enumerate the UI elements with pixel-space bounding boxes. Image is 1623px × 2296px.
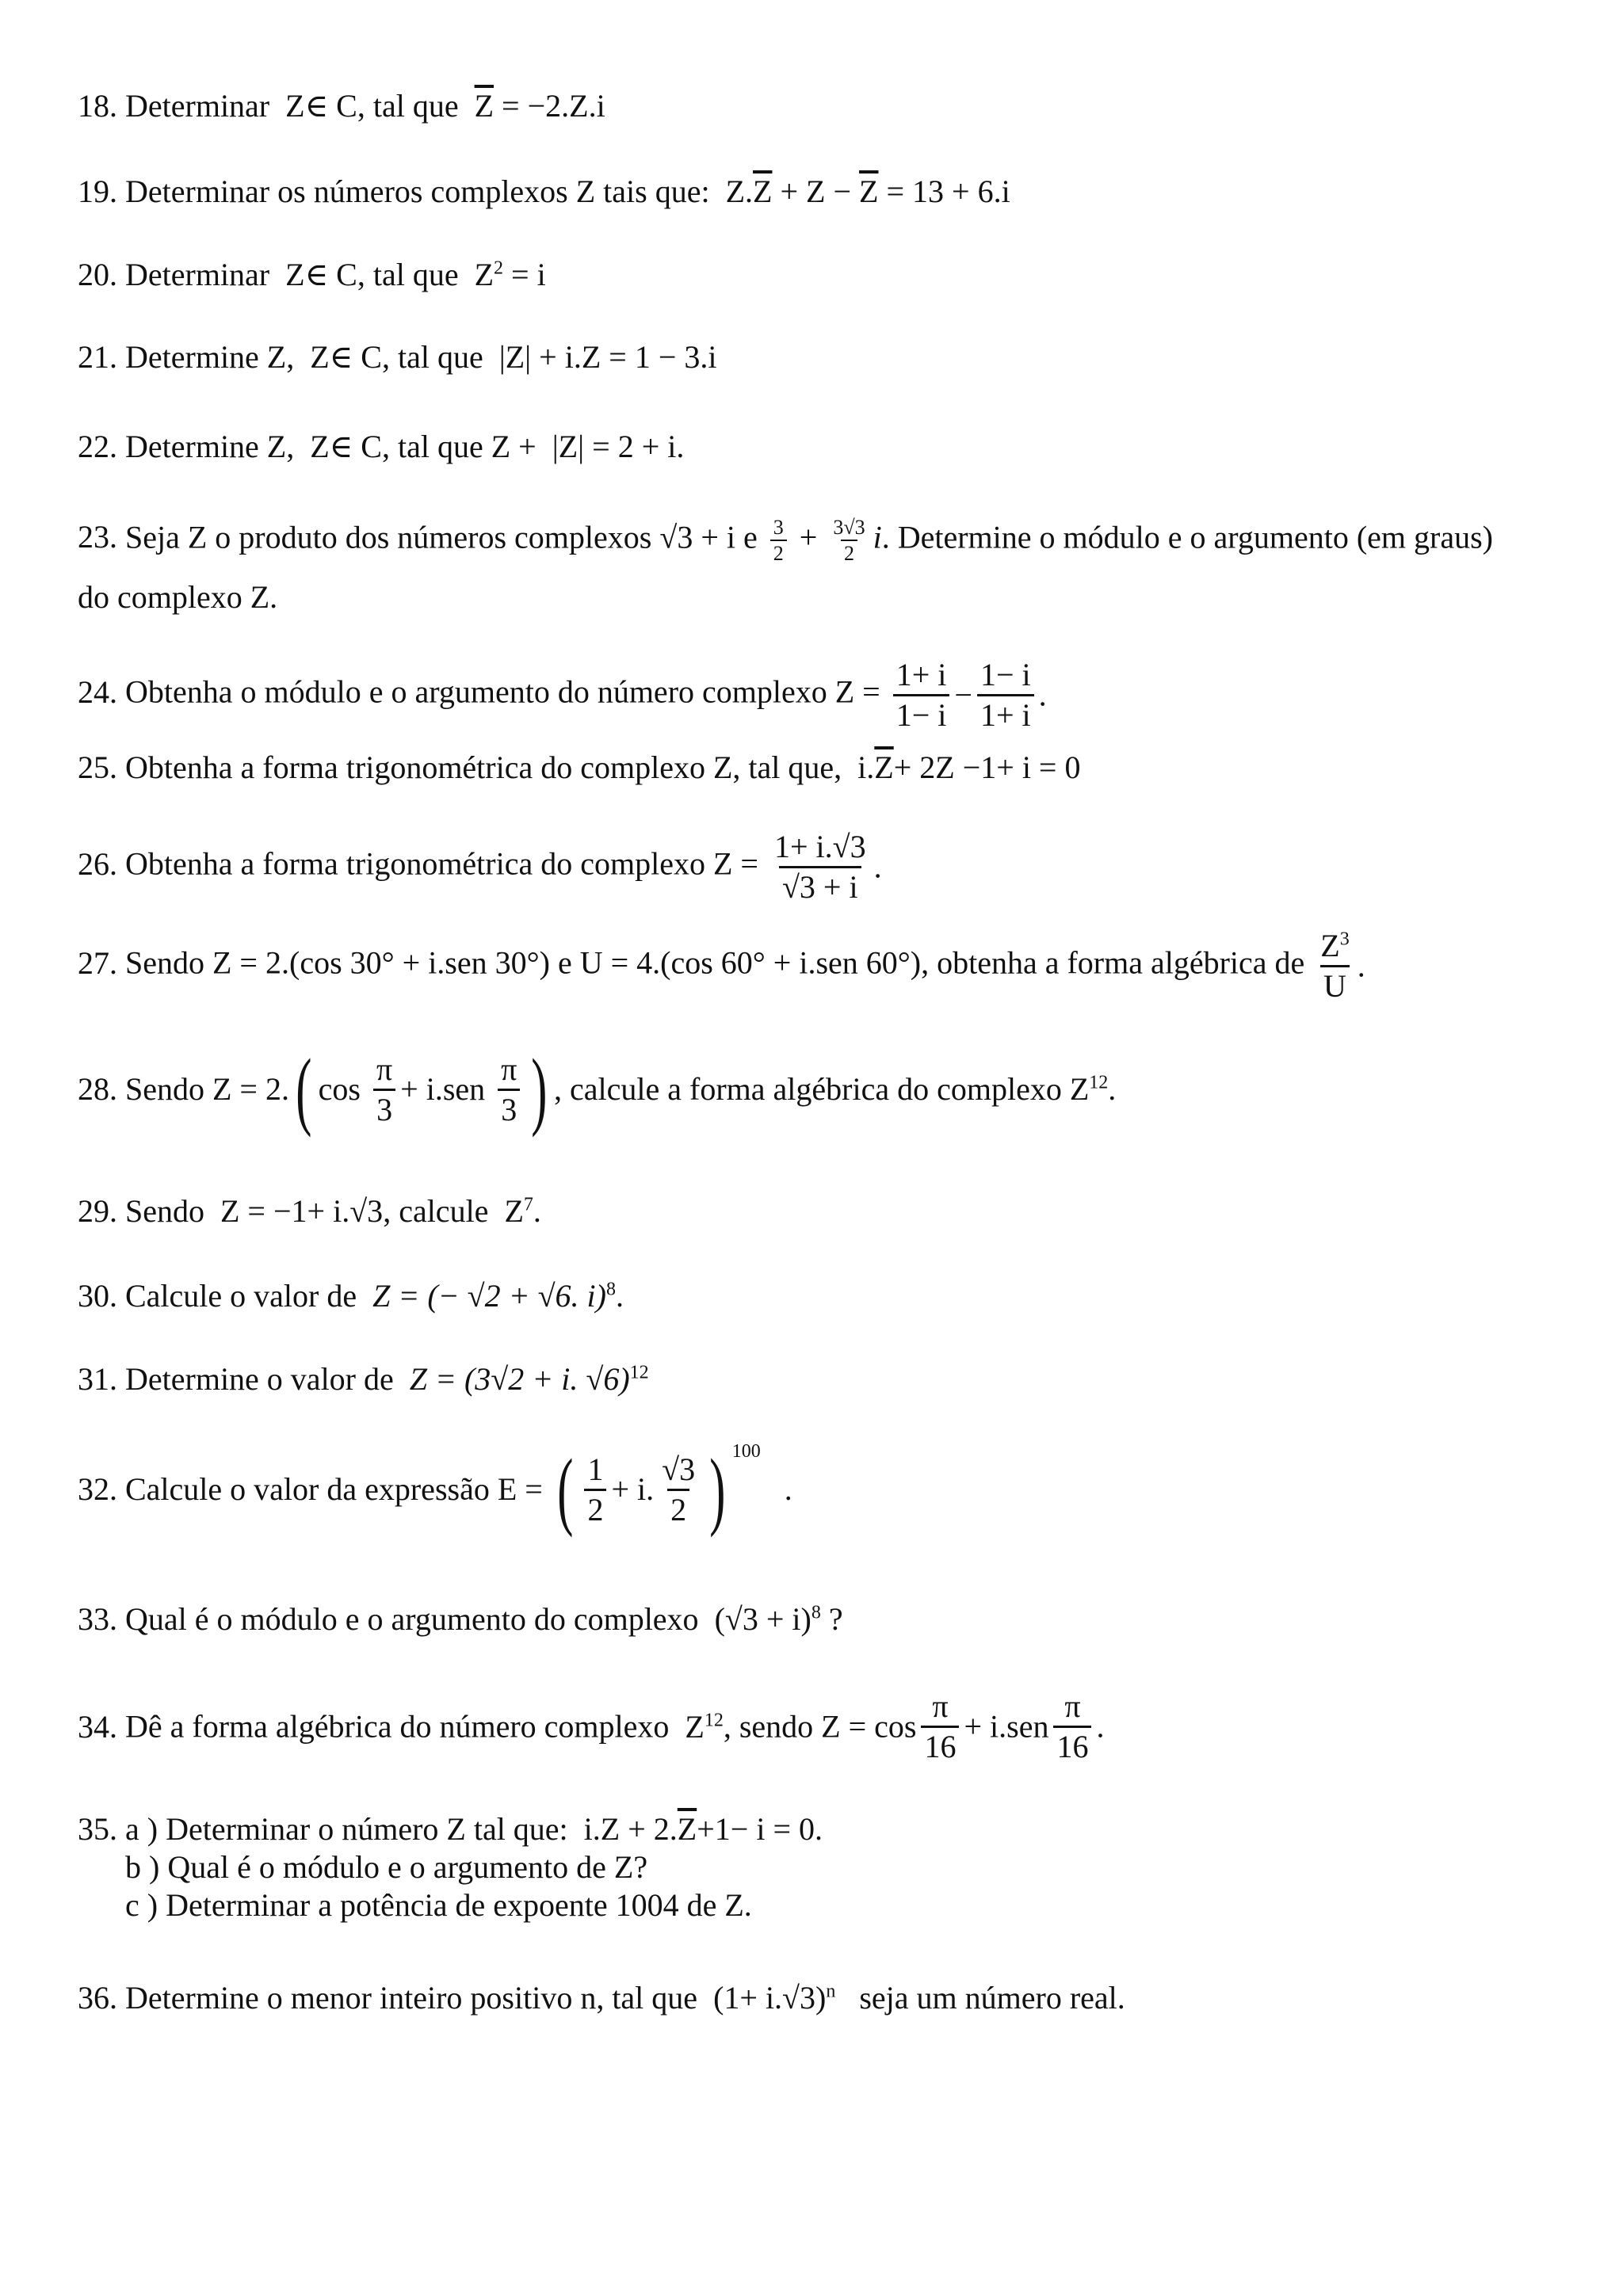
question-29: 29. Sendo Z = −1+ i.√3, calcule $Z^7$. [78,1193,541,1229]
fraction: $\frac{1- i}{1+ i}$ [977,656,1034,734]
question-30: 30. Calcule o valor de Z = (− √2 + √6. i)$^8$. [78,1278,624,1314]
left-paren: ( [296,1041,312,1138]
fraction: $\frac{3}{2}$ [770,515,787,566]
question-25: 25. Obtenha a forma trigonométrica do complexo Z, tal que, $i.\overline{Z}+ 2Z -1+ i = 0$ [78,749,1081,785]
question-22: 22. Determine Z, Z∈ C, tal que Z + |Z| = 2 + i. [78,429,685,464]
right-paren: ) [709,1441,726,1538]
left-paren: ( [557,1441,574,1538]
fraction: $\frac{\pi}{16}$ [921,1688,959,1766]
question-26: 26. Obtenha a forma trigonométrica do complexo Z = $\frac{1+ i.√3}{√3 + i}$ . [78,829,882,905]
question-31: 31. Determine o valor de Z = (3√2 + i. √6)$^{12}$ [78,1361,649,1397]
question-24: 24. Obtenha o módulo e o argumento do número complexo Z = $\frac{1+ i}{1- i}$ − $\frac{1- i}{1+ i}$ . [78,657,1047,733]
question-18: 18. Determinar Z∈ C, tal que $\overline{Z} = -2.Z.i$ [78,88,605,124]
fraction: $\frac{1+ i}{1- i}$ [893,656,950,734]
question-23: 23. Seja Z o produto dos números complexos √3 + i e $\frac{3}{2}$ + $\frac{3√3}{2}$ i. Determine o módulo e o argumento (em graus) [78,516,1493,566]
fraction: $\frac{Z^3}{U}$ [1320,928,1350,1004]
question-19: 19. Determinar os números complexos Z tais que: $Z.\overline{Z} + Z - \overline{Z} = 13 + 6.i$ [78,174,1010,209]
fraction: $\frac{3√3}{2}$ [833,516,865,566]
question-27: 27. Sendo Z = 2.(cos 30° + i.sen 30°) e U = 4.(cos 60° + i.sen 60°), obtenha a forma algébrica de $\frac{Z^3}{U}$ . [78,928,1365,1004]
question-20: 20. Determinar Z∈ C, tal que $Z^2 = i$ [78,257,546,292]
fraction: $\frac{1}{2}$ [584,1451,606,1529]
question-35b: b ) Qual é o módulo e o argumento de Z? [125,1849,648,1885]
fraction: $\frac{√3}{2}$ [662,1451,696,1527]
question-23-line2: do complexo Z. [78,579,278,615]
question-21: 21. Determine Z, Z∈ C, tal que |Z| + i.Z = 1 − 3.i [78,339,717,375]
fraction: $\frac{1+ i.√3}{√3 + i}$ [773,829,866,905]
question-32: 32. Calcule o valor da expressão E = ( $\frac{1}{2}$ + i. $\frac{√3}{2}$ ) $^{100}$ . [78,1441,792,1538]
question-36: 36. Determine o menor inteiro positivo n, tal que $(1+ i.√3)^n$ seja um número real. [78,1980,1125,2016]
question-35a: 35. a ) Determinar o número Z tal que: $i.Z + 2.\overline{Z}+1- i = 0$. [78,1811,823,1847]
question-28: 28. Sendo Z = 2.( cos $\frac{\pi}{3}$ + i.sen $\frac{\pi}{3}$ ) , calcule a forma algébrica do complexo $Z^{12}$. [78,1041,1117,1138]
fraction: $\frac{\pi}{16}$ [1053,1688,1091,1766]
question-33: 33. Qual é o módulo e o argumento do complexo $(√3 + i)^8$ ? [78,1601,843,1637]
fraction: $\frac{\pi}{3}$ [498,1051,520,1129]
right-paren: ) [531,1041,548,1138]
fraction: $\frac{\pi}{3}$ [373,1051,395,1129]
question-35c: c ) Determinar a potência de expoente 1004 de Z. [125,1887,752,1923]
question-34: 34. Dê a forma algébrica do número complexo $Z^{12}$, sendo Z = cos $\frac{\pi}{16}$ + i.sen $\frac{\pi}{16}$ . [78,1688,1105,1764]
